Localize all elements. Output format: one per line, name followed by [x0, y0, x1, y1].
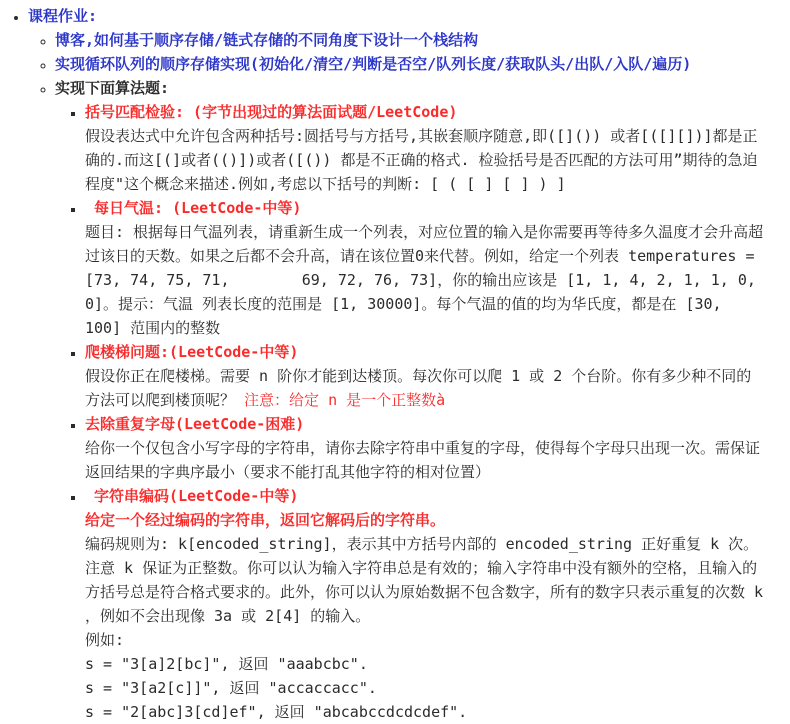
problem-body: 给你一个仅包含小写字母的字符串，请你去除字符串中重复的字母，使得每个字母只出现一次。需保证返回结果的字典序最小（要求不能打乱其他字符的相对位置）: [85, 439, 761, 481]
example-line: s = "3[a]2[bc]", 返回 "aaabcbc".: [85, 655, 368, 673]
blog-stack-design-label[interactable]: ◦ 博客,如何基于顺序存储/链式存储的不同角度下设计一个栈结构: [55, 31, 479, 49]
problem-heading: ▪ 每日气温: (LeetCode-中等): [85, 199, 302, 217]
algorithm-problems-label: ◦ 实现下面算法题:: [55, 79, 170, 97]
problem-body: 假设表达式中允许包含两种括号:圆括号与方括号,其嵌套顺序随意,即([]()) 或者[([][])]都是正确的.而这[(]或者(()])或者([()) 都是不正确的格式. 检验括号是否匹配的方法可用”期待的急迫程度"这个概念来描述.例如,考虑以下括号的判断: [ ( [ ] [ ] ) ]: [85, 127, 758, 193]
problem-note: 注意：给定 n 是一个正整数à: [244, 391, 446, 409]
problem-body: 编码规则为: k[encoded_string]，表示其中方括号内部的 encoded_string 正好重复 k 次。注意 k 保证为正整数。你可以认为输入字符串总是有效的；输入字符串中没有额外的空格，且输入的方括号总是符合格式要求的。此外，你可以认为原始数据不包含数字，所有的数字只表示重复的次数 k ，例如不会出现像 3a 或 2[4] 的输入。: [85, 535, 773, 625]
problems-list: [55, 100, 773, 724]
circular-queue-link[interactable]: [55, 52, 764, 76]
problem-daily-temperatures: [85, 196, 764, 340]
problem-decode-string: [85, 484, 773, 724]
outline-list: [0, 4, 773, 724]
problem-bracket-matching: [85, 100, 764, 196]
problem-heading: ▪ 括号匹配检验: (字节出现过的算法面试题/LeetCode): [85, 103, 458, 121]
blog-stack-design-link[interactable]: [55, 28, 764, 52]
homework-sublist: [28, 28, 773, 724]
course-homework-item: [28, 4, 773, 724]
examples-label: 例如:: [85, 631, 125, 649]
problem-subheading: 给定一个经过编码的字符串，返回它解码后的字符串。: [85, 511, 446, 529]
problem-remove-duplicate-letters: [85, 412, 764, 484]
algorithm-problems-item: [55, 76, 773, 724]
example-line: s = "2[abc]3[cd]ef", 返回 "abcabccdcdcdef".: [85, 703, 468, 721]
problem-heading: ▪ 字符串编码(LeetCode-中等): [85, 487, 299, 505]
problem-heading: ▪ 去除重复字母(LeetCode-困难): [85, 415, 305, 433]
course-homework-label: • 课程作业:: [28, 7, 98, 25]
problem-heading: ▪ 爬楼梯问题:(LeetCode-中等): [85, 343, 299, 361]
circular-queue-label[interactable]: ◦ 实现循环队列的顺序存储实现(初始化/清空/判断是否空/队列长度/获取队头/出队/入队/遍历): [55, 55, 692, 73]
problem-body-text: 假设你正在爬楼梯。需要 n 阶你才能到达楼顶。每次你可以爬 1 或 2 个台阶。你有多少种不同的方法可以爬到楼顶呢？: [85, 367, 752, 409]
problem-body: 题目: 根据每日气温列表，请重新生成一个列表，对应位置的输入是你需要再等待多久温度才会升高超过该日的天数。如果之后都不会升高，请在该位置0来代替。例如，给定一个列表 temperatures = [73, 74, 75, 71, 69, 72, 76, 73]，你的输出应该是 [1, 1, 4, 2, 1, 1, 0, 0]。提示：气温 列表长度的范围是 [1, 30000]。每个气温的值的均为华氏度，都是在 [30, 100] 范围内的整数: [85, 223, 765, 337]
problem-climbing-stairs: [85, 340, 764, 412]
problem-body: [85, 364, 764, 412]
example-line: s = "3[a2[c]]", 返回 "accaccacc".: [85, 679, 377, 697]
